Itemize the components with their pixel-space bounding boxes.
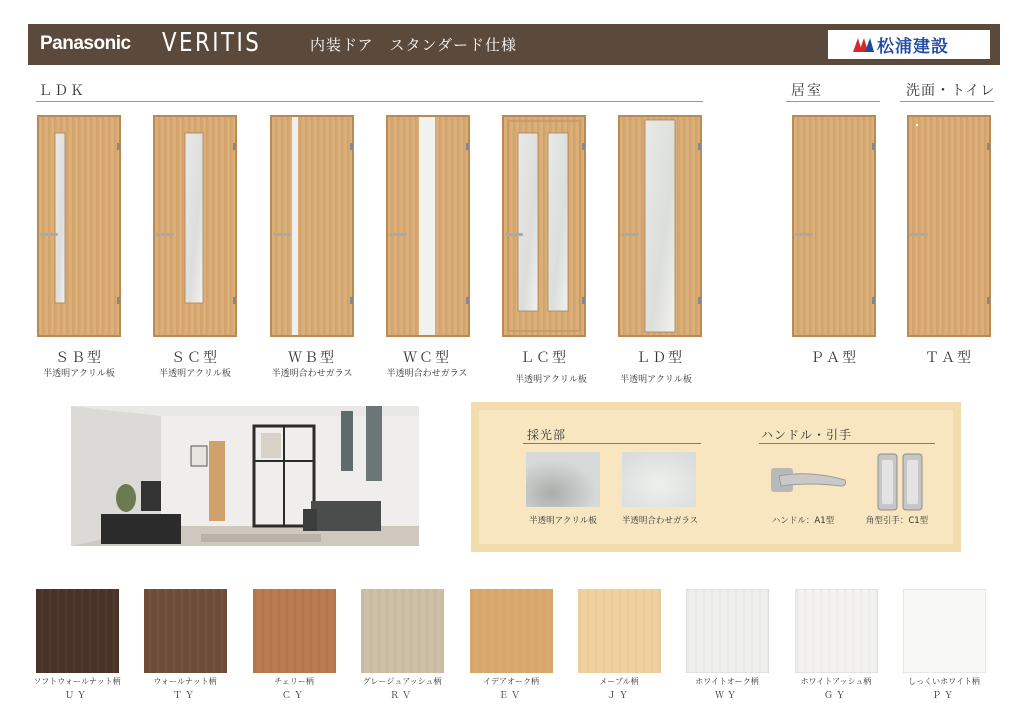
page-title: 内装ドア スタンダード仕様 (310, 36, 517, 54)
section-living-room: 居室 (791, 83, 823, 99)
interior-photo (71, 406, 419, 546)
section-washroom-rule (900, 101, 994, 102)
lighting-rule (523, 443, 701, 444)
door-name-wc: ＷＣ型 (403, 350, 451, 366)
handle-heading: ハンドル・引手 (761, 428, 853, 442)
header-bar (28, 24, 1000, 65)
recessed-pull-icon (876, 452, 924, 512)
section-washroom: 洗面・トイレ (906, 83, 996, 99)
company-name: 松浦建設 (877, 37, 949, 57)
door-ld (618, 115, 702, 337)
swatch-code-ev: ＥＶ (498, 691, 523, 701)
swatch-rv (361, 589, 444, 673)
swatch-code-ty: ＴＹ (172, 691, 197, 701)
swatch-code-rv: ＲＶ (389, 691, 414, 701)
swatch-code-cy: ＣＹ (281, 691, 306, 701)
swatch-name-py: しっくいホワイト柄 (908, 677, 980, 686)
door-name-wb: ＷＢ型 (288, 350, 336, 366)
recessed-pull-label: 角型引手：C1型 (865, 516, 929, 526)
swatch-py (903, 589, 986, 673)
swatch-code-jy: ＪＹ (606, 691, 631, 701)
acrylic-sample (526, 452, 600, 507)
swatch-name-cy: チェリー柄 (274, 677, 314, 686)
door-sub-wc: 半透明合わせガラス (386, 369, 468, 379)
door-wc (386, 115, 470, 337)
door-wb (270, 115, 354, 337)
handle-rule (759, 443, 935, 444)
lighting-heading: 採光部 (527, 428, 567, 442)
door-sc (153, 115, 237, 337)
lever-handle-icon (769, 464, 849, 498)
swatch-wy (686, 589, 769, 673)
swatch-name-ev: イデアオーク柄 (483, 677, 539, 686)
swatch-ev (470, 589, 553, 673)
swatch-name-rv: グレージュアッシュ柄 (362, 677, 442, 686)
brand-logo: Panasonic (40, 33, 131, 54)
door-name-ld: ＬＤ型 (636, 350, 684, 366)
door-sub-ld: 半透明アクリル板 (620, 375, 692, 385)
acrylic-label: 半透明アクリル板 (529, 516, 597, 526)
door-name-pa: ＰＡ型 (810, 350, 858, 366)
door-ta (907, 115, 991, 337)
swatch-code-wy: ＷＹ (714, 691, 739, 701)
options-panel (471, 402, 961, 552)
swatch-code-uy: ＵＹ (64, 691, 89, 701)
door-sb (37, 115, 121, 337)
swatch-name-uy: ソフトウォールナット柄 (33, 677, 121, 686)
section-ldk: ＬＤＫ (38, 83, 86, 99)
door-sub-lc: 半透明アクリル板 (515, 375, 587, 385)
section-ldk-rule (36, 101, 703, 102)
series-name: VERITIS (162, 28, 262, 58)
laminated-glass-sample (622, 452, 696, 507)
swatch-name-ty: ウォールナット柄 (153, 677, 217, 686)
swatch-name-gy: ホワイトアッシュ柄 (800, 677, 872, 686)
swatch-name-jy: メープル柄 (599, 677, 639, 686)
swatch-code-gy: ＧＹ (823, 691, 848, 701)
swatch-name-wy: ホワイトオーク柄 (695, 677, 759, 686)
door-name-sc: ＳＣ型 (171, 350, 219, 366)
door-name-sb: ＳＢ型 (55, 350, 103, 366)
laminated-glass-label: 半透明合わせガラス (621, 516, 699, 526)
swatch-cy (253, 589, 336, 673)
lever-handle-label: ハンドル：A1型 (771, 516, 835, 526)
door-sub-sb: 半透明アクリル板 (43, 369, 115, 379)
door-sub-wb: 半透明合わせガラス (271, 369, 353, 379)
swatch-uy (36, 589, 119, 673)
company-logo (828, 30, 990, 59)
door-pa (792, 115, 876, 337)
door-name-ta: ＴＡ型 (925, 350, 973, 366)
door-lc (502, 115, 586, 337)
door-name-lc: ＬＣ型 (520, 350, 568, 366)
door-sub-sc: 半透明アクリル板 (159, 369, 231, 379)
swatch-gy (795, 589, 878, 673)
company-mark-icon (853, 38, 875, 52)
swatch-ty (144, 589, 227, 673)
swatch-code-py: ＰＹ (931, 691, 956, 701)
section-living-room-rule (786, 101, 880, 102)
swatch-jy (578, 589, 661, 673)
